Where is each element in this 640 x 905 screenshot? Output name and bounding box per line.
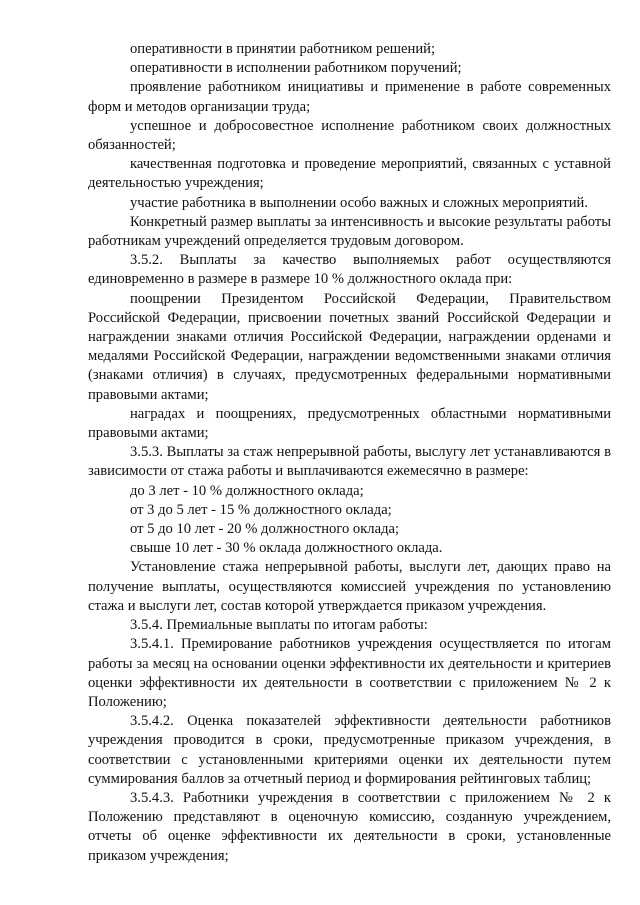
- list-item: до 3 лет - 10 % должностного оклада;: [130, 482, 364, 499]
- paragraph: Конкретный размер выплаты за интенсивность и высокие результаты работы работникам учреждений определяется трудовым договором.: [88, 213, 611, 250]
- document-page: [88, 40, 611, 866]
- paragraph: успешное и добросовестное исполнение работником своих должностных обязанностей;: [88, 117, 611, 154]
- section-3-5-4: 3.5.4. Премиальные выплаты по итогам работы:: [130, 617, 428, 634]
- paragraph: участие работника в выполнении особо важных и сложных мероприятий.: [130, 194, 588, 211]
- section-3-5-2: 3.5.2. Выплаты за качество выполняемых работ осуществляются единовременно в размере в размере 10 % должностного оклада при:: [88, 252, 611, 288]
- section-3-5-4-2: 3.5.4.2. Оценка показателей эффективности деятельности работников учреждения проводится в сроки, предусмотренные приказом учреждения, в соответствии с установленными критериями оценки их деятельности путем суммирования баллов за отчетный период и формирования рейтинговых таблиц;: [88, 713, 611, 787]
- list-item: свыше 10 лет - 30 % оклада должностного оклада.: [130, 540, 443, 557]
- paragraph: проявление работником инициативы и применение в работе современных форм и методов организации труда;: [88, 79, 611, 115]
- section-3-5-4-3: 3.5.4.3. Работники учреждения в соответствии с приложением № 2 к Положению представляют в оценочную комиссию, созданную учреждением, отчеты об оценке эффективности их деятельности в сроки, установленные приказом учреждения;: [88, 789, 611, 864]
- paragraph: качественная подготовка и проведение мероприятий, связанных с уставной деятельностью учреждения;: [88, 156, 611, 192]
- paragraph: Установление стажа непрерывной работы, выслуги лет, дающих право на получение выплаты, осуществляются комиссией учреждения по установлению стажа и выслуги лет, состав которой утверждается приказом учреждения.: [88, 559, 611, 614]
- paragraph: поощрении Президентом Российской Федерации, Правительством Российской Федерации, присвоении почетных званий Российской Федерации и награждении знаками отличия Российской Федерации, награждении орденами и медалями Российской Федерации, награждении ведомственными знаками отличия (знаками отличия) в случаях, предусмотренных федеральными нормативными правовыми актами;: [88, 290, 611, 403]
- paragraph: оперативности в принятии работником решений;: [130, 41, 435, 57]
- paragraph: наградах и поощрениях, предусмотренных областными нормативными правовыми актами;: [88, 405, 611, 442]
- list-item: от 5 до 10 лет - 20 % должностного оклада;: [130, 521, 400, 538]
- section-3-5-4-1: 3.5.4.1. Премирование работников учреждения осуществляется по итогам работы за месяц на основании оценки эффективности их деятельности и критериев оценки эффективности их деятельности в соответствии с приложением № 2 к Положению;: [88, 636, 611, 710]
- section-3-5-3: 3.5.3. Выплаты за стаж непрерывной работы, выслугу лет устанавливаются в зависимости от стажа работы и выплачиваются ежемесячно в размере:: [88, 444, 611, 480]
- list-item: от 3 до 5 лет - 15 % должностного оклада;: [130, 501, 392, 518]
- paragraph: оперативности в исполнении работником поручений;: [130, 60, 462, 77]
